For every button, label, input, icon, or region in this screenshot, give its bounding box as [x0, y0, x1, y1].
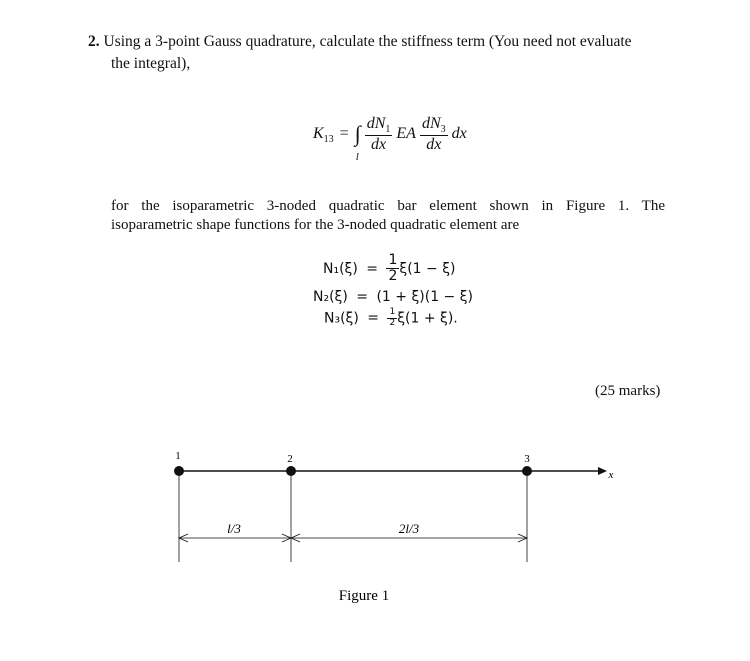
- dimension-label-1: l/3: [227, 521, 241, 536]
- axis-label-x: x: [608, 469, 614, 481]
- description-line-1: for the isoparametric 3-noded quadratic bar element shown in Figure 1. The: [111, 198, 665, 214]
- dimension-label-2: 2l/3: [398, 521, 420, 536]
- shape-function-n2: N₂(ξ) = (1 + ξ)(1 − ξ): [313, 289, 474, 305]
- node-label-3: 3: [524, 453, 530, 465]
- question-number: 2.: [88, 33, 100, 50]
- shape-function-n3: N₃(ξ) = $\frac{1}{2}$ ξ(1 + ξ).: [324, 307, 458, 328]
- question-text: Using a 3-point Gauss quadrature, calculate the stiffness term (You need not evaluate: [103, 33, 632, 50]
- shape-function-n1: N₁(ξ) = $\frac{1}{2}$ ξ(1 − ξ): [323, 252, 456, 285]
- node-label-2: 2: [287, 453, 293, 465]
- eq-dx: dx: [451, 125, 467, 143]
- node-1: [174, 466, 184, 476]
- fraction-dN1-dx: $\frac{dN_1}{dx}$: [366, 115, 391, 154]
- node-3: [522, 466, 532, 476]
- integral-sign: ∫ l: [354, 121, 361, 164]
- x-axis-arrowhead: [598, 467, 607, 475]
- node-2: [286, 466, 296, 476]
- figure-caption: Figure 1: [338, 588, 390, 604]
- fraction-dN3-dx: $\frac{dN_3}{dx}$: [421, 115, 446, 154]
- eq-ea: EA: [396, 125, 416, 143]
- eq-lhs: $K_{13}$: [313, 125, 334, 146]
- question-line-2: the integral),: [111, 55, 191, 72]
- node-label-1: 1: [175, 450, 181, 462]
- description-line-2: isoparametric shape functions for the 3-noded quadratic element are: [111, 217, 520, 233]
- eq-equals: =: [339, 125, 349, 143]
- marks-label: (25 marks): [595, 383, 661, 399]
